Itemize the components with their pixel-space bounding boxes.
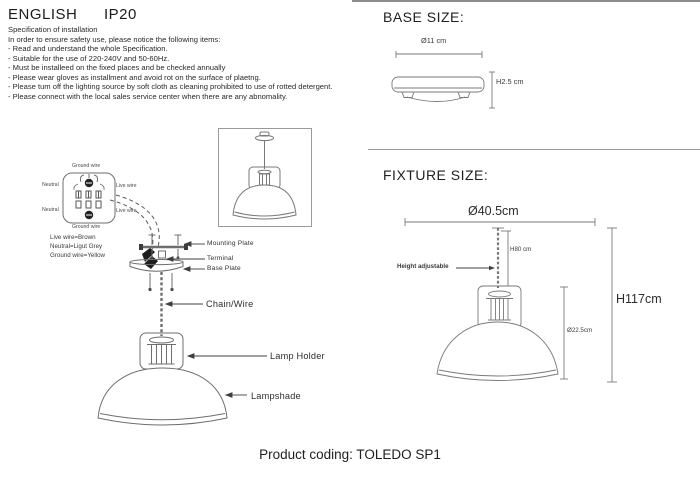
base-height-dim: H2.5 cm	[496, 77, 524, 86]
spec-item: - Please tum off the lighting source by soft cloth as cleaning prohibited to use of rotted detergent.	[8, 82, 333, 92]
terminal-screws	[76, 191, 101, 208]
fixture-diameter-dim: Ø40.5cm	[468, 204, 519, 218]
chain-height-dim: H80 cm	[510, 246, 532, 253]
wiring-label-ground-bottom: Ground wire	[72, 224, 101, 230]
base-plate-shape	[130, 259, 183, 271]
spec-title: Specification of installation	[8, 25, 98, 34]
shade-height-dim: Ø22.5cm	[567, 327, 593, 334]
spec-item: - Please wear gloves as installment and avoid rot on the surface of plaetng.	[8, 72, 261, 82]
section-divider-rule	[368, 149, 700, 150]
top-right-rule	[352, 0, 700, 2]
wiring-legend-neutral: Neutral=Ligut Grey	[50, 243, 103, 250]
spec-item: - Suitable for the use of 220-240V and 50-60Hz.	[8, 53, 170, 63]
wiring-label-ground-top: Ground wire	[72, 163, 101, 169]
terminal-shape	[159, 251, 166, 258]
wiring-legend-ground: Ground wire=Yellow	[50, 252, 105, 259]
assembly-label-chain-wire: Chain/Wire	[206, 299, 254, 309]
assembly-label-terminal: Terminal	[207, 255, 234, 262]
pendant-overview-inset	[218, 128, 312, 227]
total-height-dim: H117cm	[616, 292, 662, 306]
mini-pendant-drawing	[219, 129, 311, 226]
spec-item: - Read and understand the whole Specification.	[8, 44, 168, 54]
wiring-label-live-bottom: Live wire	[116, 208, 137, 214]
ceiling-base-shape	[392, 77, 484, 102]
language-title: ENGLISH	[8, 6, 78, 23]
spec-item: - Must be installeed on the fixed places and be checked annually	[8, 63, 226, 73]
fixture-size-heading: FIXTURE SIZE:	[383, 167, 489, 183]
base-diameter-dim: Ø11 cm	[421, 36, 447, 45]
wiring-label-neutral-top: Neutral	[42, 182, 59, 188]
assembly-drawing	[95, 232, 275, 437]
spec-item: - Please connect with the local sales service center when there are any abnomality.	[8, 91, 288, 101]
assembly-label-base-plate: Base Plate	[207, 265, 241, 272]
base-size-heading: BASE SIZE:	[383, 9, 465, 25]
height-adjustable-label: Height adjustable	[397, 263, 449, 270]
assembly-label-lamp-holder: Lamp Holder	[270, 351, 325, 361]
wiring-legend-live: Live wire=Brown	[50, 234, 96, 241]
lampshade-shape	[98, 368, 227, 425]
ip-rating: IP20	[104, 6, 137, 23]
fixture-lampshade-shape	[437, 322, 558, 381]
assembly-label-mounting-plate: Mounting Plate	[207, 240, 254, 247]
spec-intro: In order to ensure safety use, please notice the following items:	[8, 34, 221, 44]
specification-text	[8, 25, 332, 101]
assembly-label-lampshade: Lampshade	[251, 391, 301, 401]
wiring-label-neutral-bottom: Neutral	[42, 207, 59, 213]
product-coding: Product coding: TOLEDO SP1	[259, 447, 441, 462]
wiring-label-live-top: Live wire	[116, 183, 137, 189]
